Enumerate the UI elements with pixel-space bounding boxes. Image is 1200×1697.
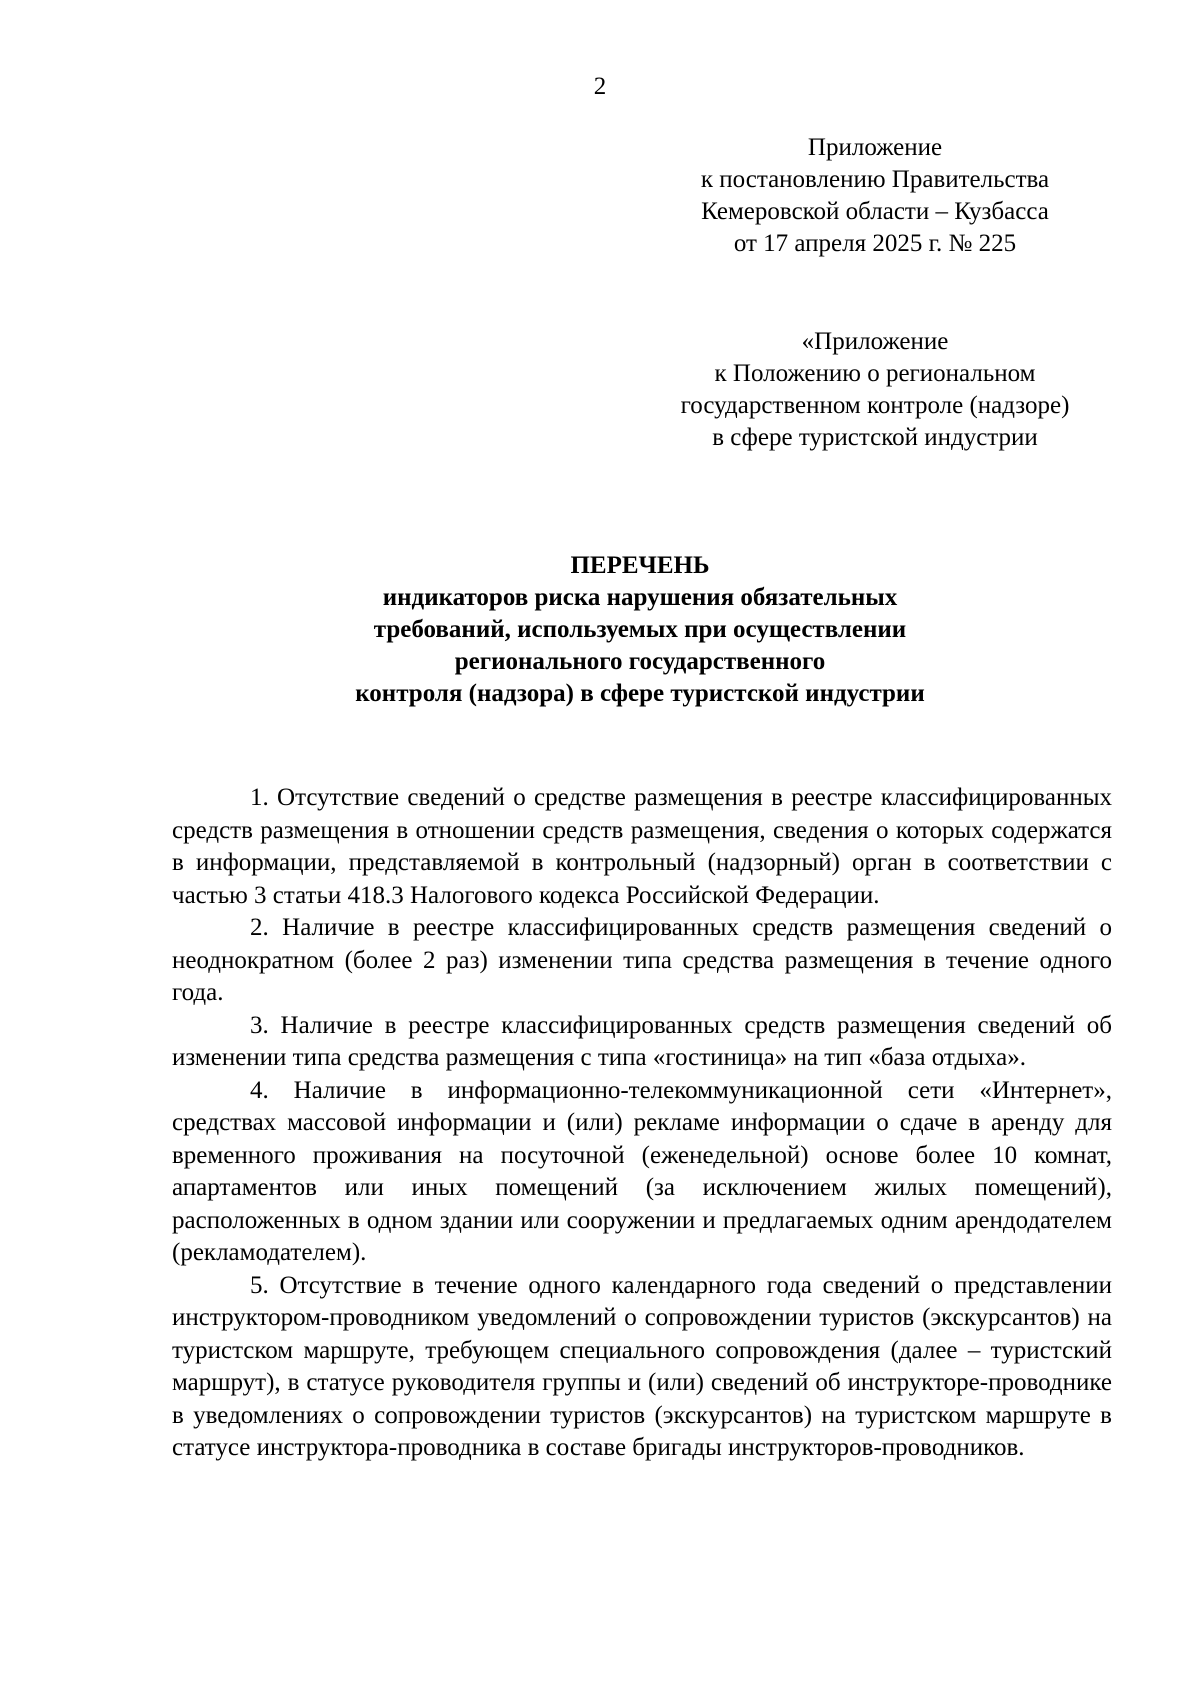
document-title (170, 550, 1110, 710)
title-heading: ПЕРЕЧЕНЬ (570, 552, 710, 579)
appendix-inner-line: к Положению о региональном (714, 360, 1036, 387)
title-line: индикаторов риска нарушения обязательных (382, 584, 898, 611)
page-number: 2 (593, 73, 607, 100)
appendix-header (640, 132, 1110, 260)
paragraph-5: 5. Отсутствие в течение одного календарного года сведений о представлении инструктором-проводником уведомлений о сопровождении туристов (экскурсантов) на туристском маршруте, требующем специального сопровождения (далее – туристский маршрут), в статусе руководителя группы и (или) сведений об инструкторе-проводнике в уведомлениях о сопровождении туристов (экскурсантов) на туристском маршруте в статусе инструктора-проводника в составе бригады инструкторов-проводников. (172, 1271, 1112, 1461)
appendix-line: Кемеровской области – Кузбасса (701, 198, 1049, 225)
paragraph-3: 3. Наличие в реестре классифицированных средств размещения сведений об изменении типа средства размещения с типа «гостиница» на тип «база отдыха». (172, 1011, 1112, 1071)
paragraph-4: 4. Наличие в информационно-телекоммуникационной сети «Интернет», средствах массовой информации и (или) рекламе информации о сдаче в аренду для временного проживания на посуточной (еженедельной) основе более 10 комнат, апартаментов или иных помещений (за исключением жилых помещений), расположенных в одном здании или сооружении и предлагаемых одним арендодателем (рекламодателем). (172, 1076, 1112, 1266)
appendix-line: от 17 апреля 2025 г. № 225 (733, 230, 1017, 257)
title-line: требований, используемых при осуществлении (373, 616, 907, 643)
appendix-inner-line: «Приложение (801, 328, 949, 355)
title-line: регионального государственного (454, 648, 826, 675)
title-line: контроля (надзора) в сфере туристской индустрии (355, 680, 925, 707)
appendix-inner-line: в сфере туристской индустрии (712, 424, 1038, 451)
paragraph-2: 2. Наличие в реестре классифицированных средств размещения сведений о неоднократном (более 2 раз) изменении типа средства размещения в течение одного года. (172, 914, 1112, 1006)
appendix-inner-line: государственном контроле (надзоре) (680, 392, 1070, 419)
appendix-inner-header (640, 326, 1110, 454)
appendix-line: к постановлению Правительства (700, 166, 1050, 193)
appendix-line: Приложение (807, 134, 943, 161)
document-body (172, 782, 1112, 1465)
paragraph-1: 1. Отсутствие сведений о средстве размещения в реестре классифицированных средств размещения в отношении средств размещения, сведения о которых содержатся в информации, представляемой в контрольный (надзорный) орган в соответствии с частью 3 статьи 418.3 Налогового кодекса Российской Федерации. (172, 784, 1112, 909)
